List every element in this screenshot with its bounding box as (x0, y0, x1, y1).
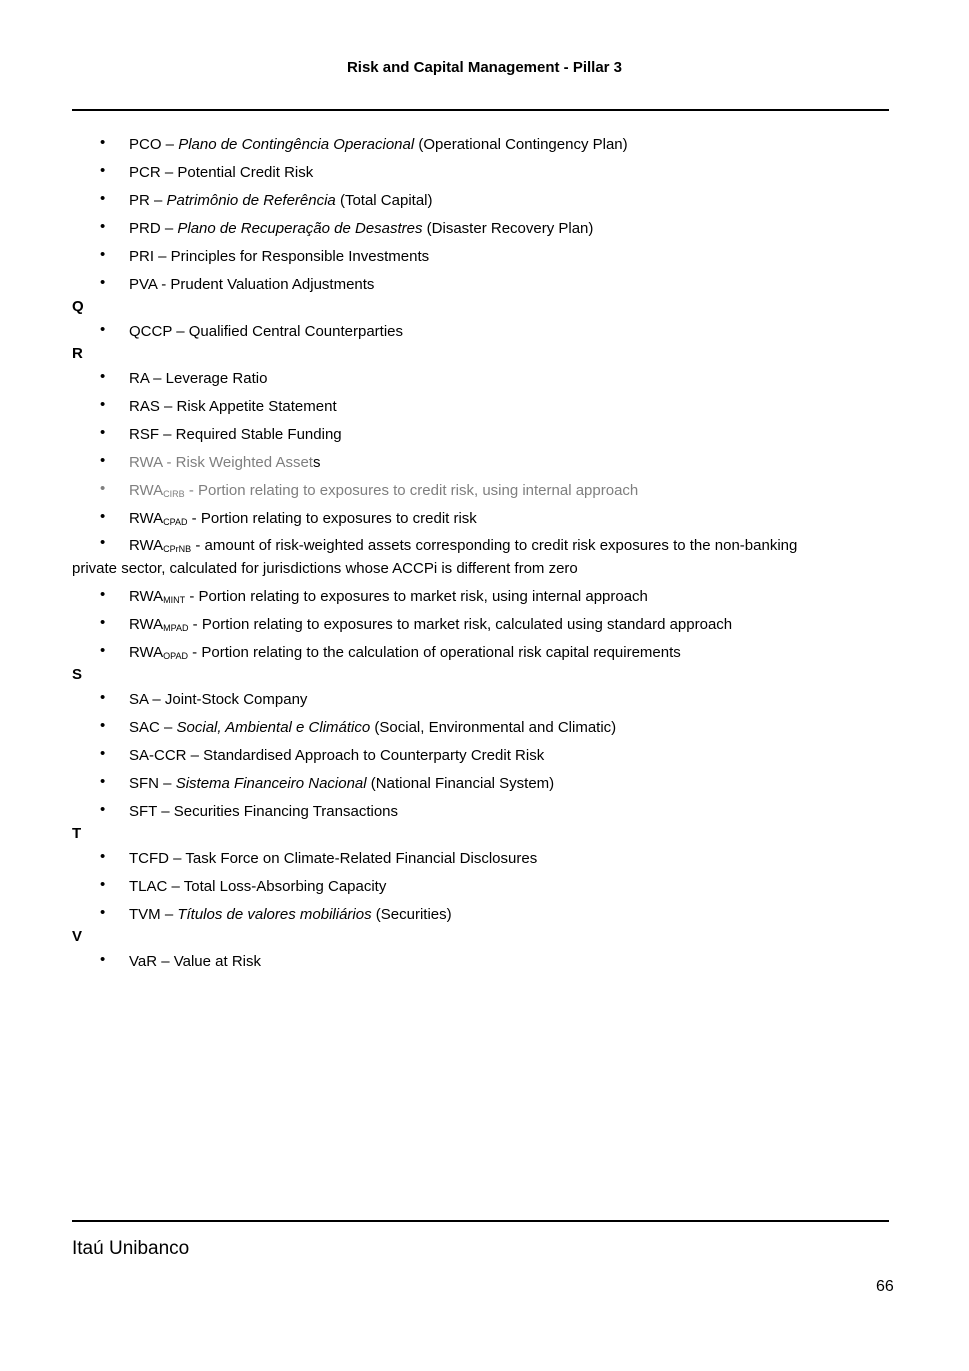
glossary-item-pco: • PCO – Plano de Contingência Operacional (Operational Contingency Plan) (100, 134, 628, 153)
glossary-item-rwampad: • $RWA_{MPAD}$ - Portion relating to exposures to market risk, calculated using standard approach (100, 614, 733, 633)
glossary-item-rwacprnb-continuation: private sector, calculated for jurisdictions whose ACCPi is different from zero (72, 560, 578, 577)
glossary-item-pr: • PR – Patrimônio de Referência (Total Capital) (100, 190, 433, 209)
header-rule (72, 109, 889, 111)
bullet-icon: • (100, 642, 106, 659)
glossary-item-sft: • SFT – Securities Financing Transactions (100, 801, 399, 820)
glossary-item-pcr: • PCR – Potential Credit Risk (100, 162, 314, 181)
glossary-item-rsf: • RSF – Required Stable Funding (100, 424, 342, 443)
bullet-icon: • (100, 452, 106, 469)
glossary-item-sac: • SAC – Social, Ambiental e Climático (Social, Environmental and Climatic) (100, 717, 617, 736)
glossary-item-rwamint: • $RWA_{MINT}$ - Portion relating to exposures to market risk, using internal approach (100, 586, 648, 605)
bullet-icon: • (100, 745, 106, 762)
bullet-icon: • (100, 689, 106, 706)
section-letter-v: V (72, 928, 83, 945)
bullet-icon: • (100, 190, 106, 207)
bullet-icon: • (100, 508, 106, 525)
bullet-icon: • (100, 951, 106, 968)
glossary-item-sa-ccr: • SA-CCR – Standardised Approach to Counterparty Credit Risk (100, 745, 545, 764)
glossary-item-pri: • PRI – Principles for Responsible Investments (100, 246, 430, 265)
glossary-item-tlac: • TLAC – Total Loss-Absorbing Capacity (100, 876, 387, 895)
section-letter-q: Q (72, 298, 84, 315)
footer-brand: Itaú Unibanco (72, 1238, 190, 1259)
glossary-item-pva: • PVA - Prudent Valuation Adjustments (100, 274, 375, 293)
section-letter-s: S (72, 666, 83, 683)
glossary-item-prd: • PRD – Plano de Recuperação de Desastres (Disaster Recovery Plan) (100, 218, 594, 237)
bullet-icon: • (100, 773, 106, 790)
glossary-item-tcfd: • TCFD – Task Force on Climate-Related Financial Disclosures (100, 848, 538, 867)
glossary-item-tvm: • TVM – Títulos de valores mobiliários (Securities) (100, 904, 452, 923)
glossary-item-rwacprnb: • $RWA_{CPrNB}$ - amount of risk-weighted assets corresponding to credit risk exposures to the non-banking private sector, calculated for jurisdictions whose ACCPi is different from zero (72, 536, 872, 579)
bullet-icon: • (100, 717, 106, 734)
bullet-icon: • (100, 246, 106, 263)
footer-rule (72, 1220, 889, 1222)
glossary-item-qccp: • QCCP – Qualified Central Counterparties (100, 321, 404, 340)
glossary-item-rwa: • RWA - Risk Weighted Assets (100, 452, 321, 471)
bullet-icon: • (100, 534, 106, 551)
section-letter-t: T (72, 825, 82, 842)
glossary-item-sa: • SA – Joint-Stock Company (100, 689, 308, 708)
bullet-icon: • (100, 368, 106, 385)
section-letter-r: R (72, 345, 83, 362)
glossary-item-sfn: • SFN – Sistema Financeiro Nacional (National Financial System) (100, 773, 555, 792)
bullet-icon: • (100, 876, 106, 893)
bullet-icon: • (100, 396, 106, 413)
bullet-icon: • (100, 424, 106, 441)
bullet-icon: • (100, 321, 106, 338)
bullet-icon: • (100, 162, 106, 179)
glossary-item-ras: • RAS – Risk Appetite Statement (100, 396, 337, 415)
glossary-item-ra: • RA – Leverage Ratio (100, 368, 268, 387)
page-header-title: Risk and Capital Management - Pillar 3 (346, 59, 623, 76)
bullet-icon: • (100, 274, 106, 291)
page-number: 66 (876, 1278, 894, 1295)
glossary-item-rwacpad: • $RWA_{CPAD}$ - Portion relating to exposures to credit risk (100, 508, 477, 527)
bullet-icon: • (100, 480, 106, 497)
glossary-list (72, 134, 872, 979)
bullet-icon: • (100, 134, 106, 151)
bullet-icon: • (100, 614, 106, 631)
glossary-item-rwacirb: • $RWA_{CIRB}$ - Portion relating to exposures to credit risk, using internal approach (100, 480, 639, 499)
bullet-icon: • (100, 218, 106, 235)
glossary-item-rwaopad: • $RWA_{OPAD}$ - Portion relating to the calculation of operational risk capital requirements (100, 642, 681, 661)
bullet-icon: • (100, 904, 106, 921)
glossary-item-var: • VaR – Value at Risk (100, 951, 262, 970)
bullet-icon: • (100, 586, 106, 603)
bullet-icon: • (100, 801, 106, 818)
bullet-icon: • (100, 848, 106, 865)
